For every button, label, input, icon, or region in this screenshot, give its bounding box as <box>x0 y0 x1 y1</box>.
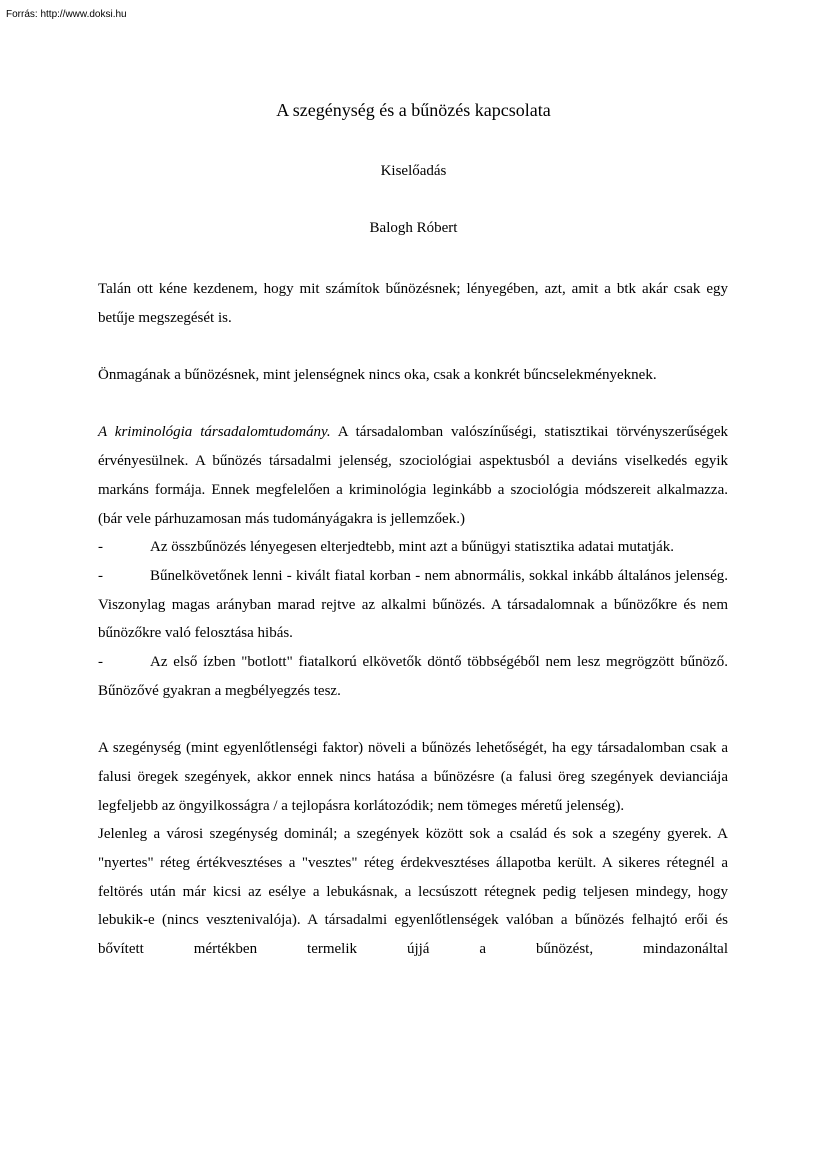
document-title: A szegénység és a bűnözés kapcsolata <box>276 100 551 120</box>
bullet-item-3 <box>98 648 728 705</box>
document-body <box>98 275 728 964</box>
document-author: Balogh Róbert <box>369 220 458 236</box>
bullet-dash: - <box>98 539 103 556</box>
paragraph-1: Talán ott kéne kezdenem, hogy mit számítok bűnözésnek; lényegében, azt, amit a btk akár csak egy betűje megszegését is. <box>98 281 728 326</box>
paragraph-3-italic: A kriminológia társadalomtudomány. <box>98 424 331 441</box>
bullet-item-2 <box>98 562 728 648</box>
paragraph-5: Jelenleg a városi szegénység dominál; a szegények között sok a család és sok a szegény gyerek. A "nyertes" réteg értékvesztéses a "vesztes" réteg érdekvesztéses állapotba került. A sikeres rétegnél a feltörés után már kicsi az esélye a lebukásnak, a lecsúszott rétegnek pedig teljesen mindegy, hogy lebukik-e (nincs vesztenivalója). A társadalmi egyenlőtlenségek valóban a bűnözés felhajtó erői és bővített mértékben termelik újjá a bűnözést, mindazonáltal <box>98 826 728 958</box>
bullet-item-2-text: Bűnelkövetőnek lenni - kivált fiatal korban - nem abnormális, sokkal inkább általános jelenség. Viszonylag magas arányban marad rejtve az alkalmi bűnözés. A társadalomnak a bűnözőkre és nem bűnözőkre való felosztása hibás. <box>98 568 728 642</box>
bullet-dash: - <box>98 654 103 671</box>
bullet-item-3-text: Az első ízben "botlott" fiatalkorú elkövetők döntő többségéből nem lesz megrögzött bűnöző. Bűnözővé gyakran a megbélyegzés tesz. <box>98 654 728 699</box>
paragraph-3-text: A társadalomban valószínűségi, statisztikai törvényszerűségek érvényesülnek. A bűnözés társadalmi jelenség, szociológiai aspektusból a deviáns viselkedés egyik markáns formája. Ennek megfelelően a kriminológia leginkább a szociológia módszereit alkalmazza. (bár vele párhuzamosan más tudományágakra is jellemzőek.) <box>98 424 729 527</box>
paragraph-4: A szegénység (mint egyenlőtlenségi faktor) növeli a bűnözés lehetőségét, ha egy társadalomban csak a falusi öregek szegények, akkor ennek nincs hatása a bűnözésre (a falusi öreg szegények devianciája legfeljebb az öngyilkosságra / a tejlopásra korlátozódik; nem tömeges méretű jelenség). <box>98 740 728 814</box>
bullet-item-1 <box>98 533 728 562</box>
paragraph-2: Önmagának a bűnözésnek, mint jelenségnek nincs oka, csak a konkrét bűncselekményeknek. <box>98 367 657 384</box>
document-subtitle: Kiselőadás <box>380 163 447 179</box>
source-line: Forrás: http://www.doksi.hu <box>6 9 127 20</box>
paragraph-3 <box>98 418 728 533</box>
bullet-dash: - <box>98 568 103 584</box>
bullet-item-1-text: Az összbűnözés lényegesen elterjedtebb, mint azt a bűnügyi statisztika adatai mutatják. <box>150 539 674 556</box>
